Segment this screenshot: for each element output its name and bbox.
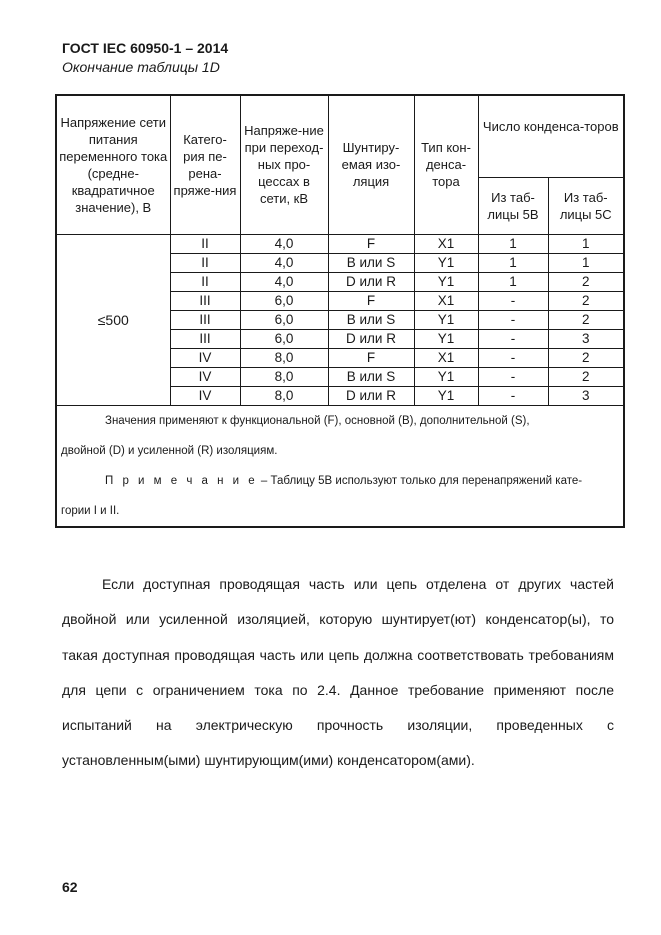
cell-capacitor-type: X1 bbox=[414, 234, 478, 253]
page-number: 62 bbox=[62, 879, 78, 895]
note-label: П р и м е ч а н и е bbox=[105, 474, 258, 487]
cell-insulation: B или S bbox=[328, 310, 414, 329]
cell-count-5c: 2 bbox=[548, 310, 624, 329]
cell-count-5c: 2 bbox=[548, 367, 624, 386]
cell-count-5b: - bbox=[478, 386, 548, 405]
table-notes bbox=[56, 405, 624, 527]
cell-transient-kv: 8,0 bbox=[240, 348, 328, 367]
header-from-table-5b: Из таб-лицы 5B bbox=[478, 177, 548, 234]
header-voltage: Напряжение сети питания переменного тока (средне-квадратичное значение), В bbox=[56, 95, 170, 234]
body-text bbox=[62, 567, 614, 779]
cell-category: II bbox=[170, 253, 240, 272]
cell-count-5b: 1 bbox=[478, 253, 548, 272]
cell-category: IV bbox=[170, 348, 240, 367]
cell-count-5c: 2 bbox=[548, 348, 624, 367]
cell-transient-kv: 8,0 bbox=[240, 367, 328, 386]
header-capacitor-type: Тип кон-денса-тора bbox=[414, 95, 478, 234]
cell-count-5b: - bbox=[478, 348, 548, 367]
header-insulation: Шунтиру-емая изо-ляция bbox=[328, 95, 414, 234]
header-category: Катего-рия пе-рена-пряже-ния bbox=[170, 95, 240, 234]
cell-capacitor-type: Y1 bbox=[414, 329, 478, 348]
cell-count-5c: 3 bbox=[548, 329, 624, 348]
header-from-table-5c: Из таб-лицы 5C bbox=[548, 177, 624, 234]
capacitor-table bbox=[55, 94, 625, 528]
note-text-cont: гории I и II. bbox=[61, 504, 120, 517]
note-values-line: Значения применяют к функциональной (F), основной (B), дополнительной (S), bbox=[105, 414, 530, 427]
cell-category: IV bbox=[170, 367, 240, 386]
cell-count-5b: - bbox=[478, 329, 548, 348]
note-values-line-cont: двойной (D) и усиленной (R) изоляциям. bbox=[61, 444, 278, 457]
cell-transient-kv: 6,0 bbox=[240, 310, 328, 329]
body-paragraph: Если доступная проводящая часть или цепь отделена от других частей двойной или усиленной изоляцией, которую шунтирует(ют) конденсатор(ы), то такая доступная проводящая часть или цепь должна соответствовать требованиям для цепи с ограничением тока по 2.4. Данное требование применяют после испытаний на электрическую прочность изоляции, проведенных с установленным(ыми) шунтирующим(ими) конденсатором(ами). bbox=[62, 576, 614, 769]
cell-insulation: B или S bbox=[328, 367, 414, 386]
cell-count-5c: 1 bbox=[548, 234, 624, 253]
cell-capacitor-type: Y1 bbox=[414, 310, 478, 329]
cell-transient-kv: 4,0 bbox=[240, 234, 328, 253]
cell-count-5b: - bbox=[478, 367, 548, 386]
cell-category: III bbox=[170, 291, 240, 310]
cell-category: II bbox=[170, 272, 240, 291]
cell-count-5c: 2 bbox=[548, 272, 624, 291]
cell-insulation: D или R bbox=[328, 272, 414, 291]
cell-category: II bbox=[170, 234, 240, 253]
cell-insulation: B или S bbox=[328, 253, 414, 272]
note-text: – Таблицу 5B используют только для перенапряжений кате- bbox=[257, 474, 583, 487]
cell-capacitor-type: X1 bbox=[414, 291, 478, 310]
cell-insulation: D или R bbox=[328, 329, 414, 348]
header-transient-voltage: Напряже-ние при переход-ных про-цессах в сети, кВ bbox=[240, 95, 328, 234]
cell-category: III bbox=[170, 329, 240, 348]
cell-capacitor-type: Y1 bbox=[414, 272, 478, 291]
cell-count-5c: 3 bbox=[548, 386, 624, 405]
header-capacitor-count: Число конденса-торов bbox=[478, 95, 624, 177]
cell-capacitor-type: Y1 bbox=[414, 253, 478, 272]
cell-transient-kv: 4,0 bbox=[240, 253, 328, 272]
cell-count-5c: 1 bbox=[548, 253, 624, 272]
cell-capacitor-type: X1 bbox=[414, 348, 478, 367]
table-continuation-caption: Окончание таблицы 1D bbox=[62, 59, 220, 75]
cell-transient-kv: 6,0 bbox=[240, 291, 328, 310]
cell-capacitor-type: Y1 bbox=[414, 367, 478, 386]
cell-count-5b: - bbox=[478, 310, 548, 329]
note-paragraph bbox=[61, 474, 615, 488]
cell-category: IV bbox=[170, 386, 240, 405]
cell-insulation: F bbox=[328, 291, 414, 310]
cell-insulation: F bbox=[328, 348, 414, 367]
cell-insulation: D или R bbox=[328, 386, 414, 405]
cell-count-5c: 2 bbox=[548, 291, 624, 310]
document-title: ГОСТ IEC 60950-1 – 2014 bbox=[62, 40, 229, 56]
cell-category: III bbox=[170, 310, 240, 329]
cell-count-5b: 1 bbox=[478, 272, 548, 291]
cell-transient-kv: 6,0 bbox=[240, 329, 328, 348]
voltage-value: ≤500 bbox=[56, 234, 170, 405]
cell-transient-kv: 4,0 bbox=[240, 272, 328, 291]
cell-capacitor-type: Y1 bbox=[414, 386, 478, 405]
cell-transient-kv: 8,0 bbox=[240, 386, 328, 405]
cell-count-5b: - bbox=[478, 291, 548, 310]
cell-insulation: F bbox=[328, 234, 414, 253]
cell-count-5b: 1 bbox=[478, 234, 548, 253]
